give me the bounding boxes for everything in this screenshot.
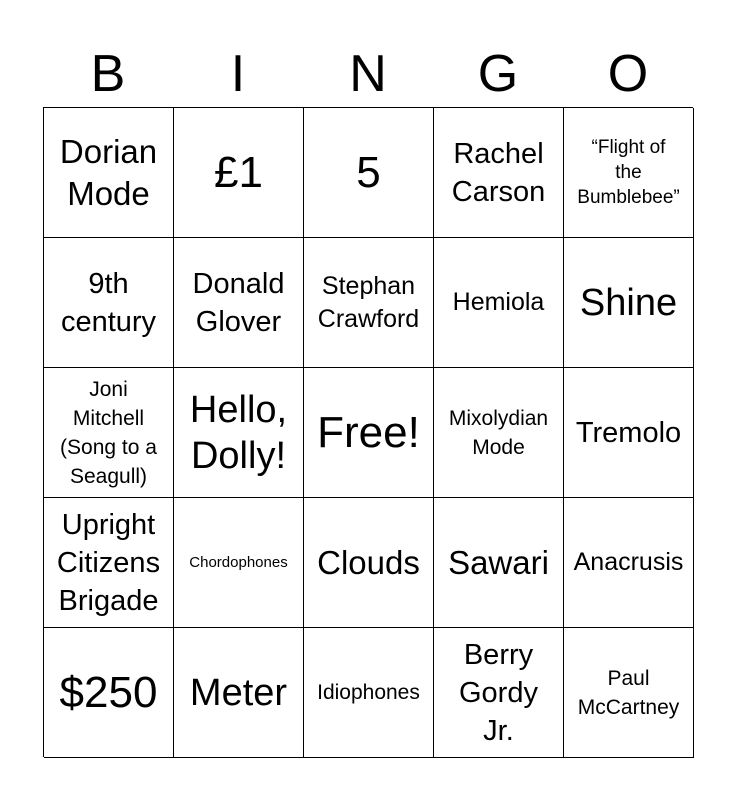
bingo-cell[interactable]: Sawari xyxy=(434,498,564,628)
bingo-cell[interactable]: Joni Mitchell (Song to a Seagull) xyxy=(44,368,174,498)
bingo-cell[interactable]: Donald Glover xyxy=(174,238,304,368)
bingo-cell[interactable]: Chordophones xyxy=(174,498,304,628)
bingo-cell[interactable]: Shine xyxy=(564,238,694,368)
header-letter-i: I xyxy=(230,45,246,103)
bingo-cell[interactable]: Meter xyxy=(174,628,304,758)
bingo-cell[interactable]: Hemiola xyxy=(434,238,564,368)
bingo-cell[interactable]: Clouds xyxy=(304,498,434,628)
header-letter-o: O xyxy=(607,45,649,103)
bingo-cell[interactable]: Free! xyxy=(304,368,434,498)
bingo-cell[interactable]: Tremolo xyxy=(564,368,694,498)
bingo-cell[interactable]: Idiophones xyxy=(304,628,434,758)
header-letter-b: B xyxy=(90,45,126,103)
bingo-cell[interactable]: Stephan Crawford xyxy=(304,238,434,368)
bingo-cell[interactable]: Upright Citizens Brigade xyxy=(44,498,174,628)
bingo-cell[interactable]: Mixolydian Mode xyxy=(434,368,564,498)
bingo-cell[interactable]: 5 xyxy=(304,108,434,238)
bingo-cell[interactable]: Rachel Carson xyxy=(434,108,564,238)
bingo-cell[interactable]: Hello, Dolly! xyxy=(174,368,304,498)
bingo-cell[interactable]: $250 xyxy=(44,628,174,758)
bingo-cell[interactable]: 9th century xyxy=(44,238,174,368)
bingo-cell[interactable]: Paul McCartney xyxy=(564,628,694,758)
header-letter-g: G xyxy=(477,45,519,103)
header-letter-n: N xyxy=(349,45,387,103)
bingo-cell[interactable]: Dorian Mode xyxy=(44,108,174,238)
bingo-cell[interactable]: £1 xyxy=(174,108,304,238)
bingo-cell[interactable]: Anacrusis xyxy=(564,498,694,628)
bingo-cell[interactable]: “Flight of the Bumblebee” xyxy=(564,108,694,238)
bingo-card-grid xyxy=(43,107,693,757)
bingo-header xyxy=(43,40,693,108)
bingo-cell[interactable]: Berry Gordy Jr. xyxy=(434,628,564,758)
